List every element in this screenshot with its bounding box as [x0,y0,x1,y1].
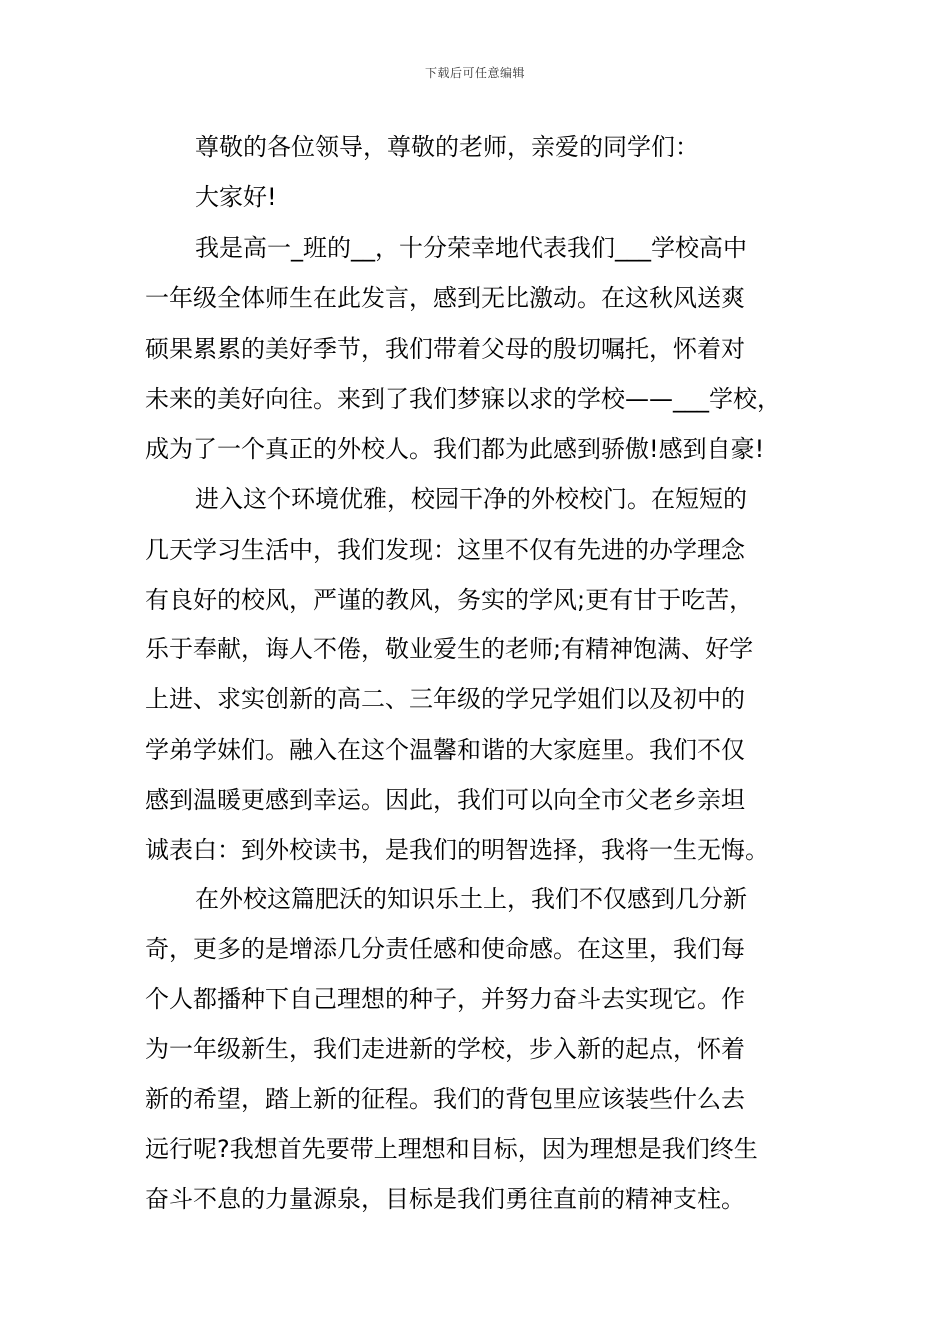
paragraph-2-line: 上进、求实创新的高二、三年级的学兄学姐们以及初中的 [145,685,745,713]
paragraph-1-line: 成为了一个真正的外校人。我们都为此感到骄傲!感到自豪! [145,435,765,463]
greeting-line: 大家好! [195,183,277,211]
paragraph-3-line: 新的希望，踏上新的征程。我们的背包里应该装些什么去 [145,1085,745,1113]
paragraph-3-line: 在外校这篇肥沃的知识乐土上，我们不仅感到几分新 [195,885,747,913]
paragraph-2-line: 诚表白：到外校读书，是我们的明智选择，我将一生无悔。 [145,836,769,864]
paragraph-1-line: 我是高一_班的__，十分荣幸地代表我们___学校高中 [195,234,747,262]
page-header: 下载后可任意编辑 [424,66,525,80]
paragraph-3-line: 奇，更多的是增添几分责任感和使命感。在这里，我们每 [145,935,745,963]
paragraph-2-line: 有良好的校风，严谨的教风，务实的学风;更有甘于吃苦， [145,586,754,614]
paragraph-2-line: 乐于奉献，诲人不倦，敬业爱生的老师;有精神饱满、好学 [145,635,754,663]
paragraph-2-line: 感到温暖更感到幸运。因此，我们可以向全市父老乡亲坦 [145,786,745,814]
paragraph-3-line: 为一年级新生，我们走进新的学校，步入新的起点，怀着 [145,1035,745,1063]
paragraph-2-line: 学弟学妹们。融入在这个温馨和谐的大家庭里。我们不仅 [145,736,745,764]
paragraph-1-line: 一年级全体师生在此发言，感到无比激动。在这秋风送爽 [145,284,745,312]
paragraph-3-line: 远行呢?我想首先要带上理想和目标，因为理想是我们终生 [145,1135,758,1163]
paragraph-3-line: 奋斗不息的力量源泉，目标是我们勇往直前的精神支柱。 [145,1185,745,1213]
paragraph-2-line: 进入这个环境优雅，校园干净的外校校门。在短短的 [195,485,747,513]
salutation-line: 尊敬的各位领导，尊敬的老师，亲爱的同学们： [195,133,699,161]
paragraph-3-line: 个人都播种下自己理想的种子，并努力奋斗去实现它。作 [145,985,745,1013]
paragraph-1-line: 硕果累累的美好季节，我们带着父母的殷切嘱托，怀着对 [145,335,745,363]
paragraph-2-line: 几天学习生活中，我们发现：这里不仅有先进的办学理念 [145,536,745,564]
paragraph-1-line: 未来的美好向往。来到了我们梦寐以求的学校——___学校， [145,385,781,413]
